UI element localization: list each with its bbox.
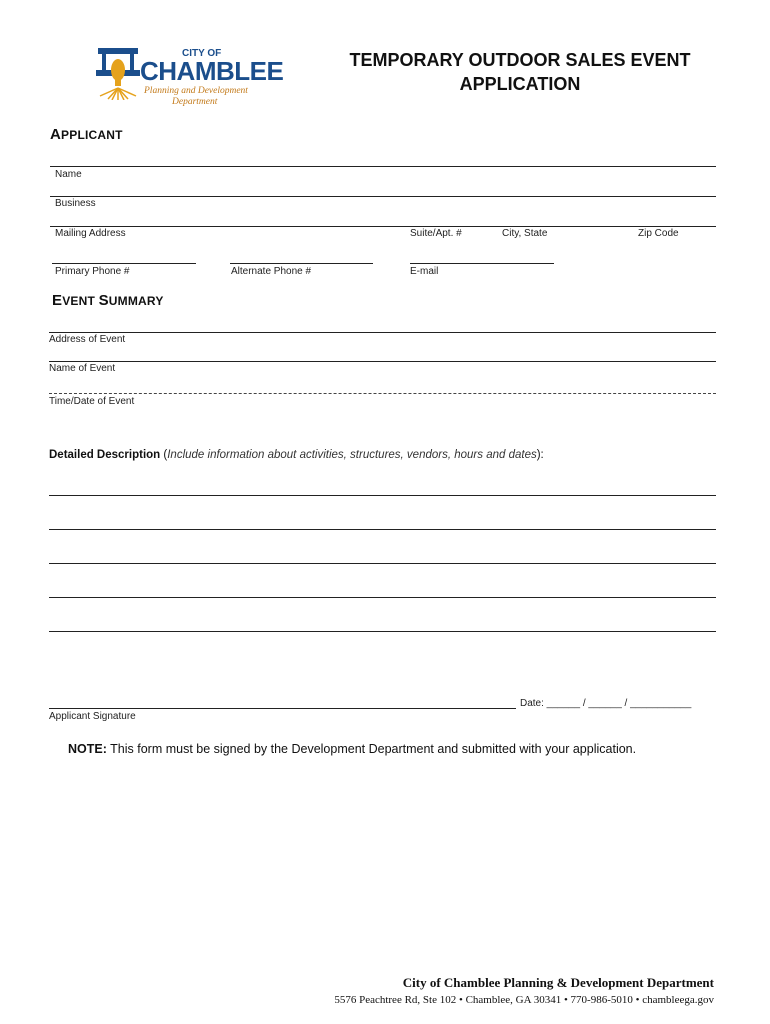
note-text: This form must be signed by the Development Department and submitted with your application. — [106, 742, 637, 756]
footer-department: City of Chamblee Planning & Development Department — [402, 975, 714, 990]
signature-label: Applicant Signature — [49, 711, 136, 722]
email-field[interactable] — [410, 263, 554, 264]
mailing-address-label: Mailing Address — [55, 228, 126, 239]
title-line-1: TEMPORARY OUTDOOR SALES EVENT — [349, 50, 691, 70]
page-title — [320, 48, 720, 96]
description-line-3[interactable] — [49, 563, 716, 564]
description-line-1[interactable] — [49, 495, 716, 496]
primary-phone-field[interactable] — [52, 263, 196, 264]
alternate-phone-label: Alternate Phone # — [231, 266, 312, 277]
zip-code-label: Zip Code — [638, 228, 679, 239]
chamblee-seal-icon — [96, 48, 140, 100]
logo-line1: Planning and Development — [144, 86, 248, 96]
event-address-label: Address of Event — [49, 334, 126, 345]
event-name-field[interactable] — [49, 361, 716, 362]
signature-field[interactable] — [49, 708, 516, 709]
mailing-address-field[interactable] — [50, 226, 716, 227]
note — [68, 742, 636, 756]
business-field[interactable] — [50, 196, 716, 197]
applicant-heading: APPLICANT — [50, 126, 123, 143]
event-address-field[interactable] — [49, 332, 716, 333]
logo-name: CHAMBLEE — [140, 56, 284, 86]
note-label: NOTE: — [68, 742, 107, 756]
description-title: Detailed Description — [49, 449, 161, 461]
name-field[interactable] — [50, 166, 716, 167]
description-hint: Include information about activities, structures, vendors, hours and dates — [167, 449, 537, 461]
business-label: Business — [55, 198, 96, 209]
event-time-date-label: Time/Date of Event — [49, 396, 135, 407]
event-time-date-field[interactable] — [49, 393, 716, 394]
description-label: Detailed Description (Include information about activities, structures, vendors, hours and dates): — [49, 449, 544, 461]
title-line-2: APPLICATION — [459, 74, 581, 94]
description-line-5[interactable] — [49, 631, 716, 632]
logo-city-of: CITY OF — [182, 48, 222, 59]
event-name-label: Name of Event — [49, 363, 116, 374]
description-line-2[interactable] — [49, 529, 716, 530]
event-summary-heading: EVENT SUMMARY — [52, 292, 164, 309]
city-state-label: City, State — [502, 228, 548, 239]
logo-line2: Department — [172, 97, 218, 107]
footer-contact: 5576 Peachtree Rd, Ste 102 • Chamblee, GA 30341 • 770-986-5010 • chambleega.gov — [334, 994, 714, 1006]
suite-label: Suite/Apt. # — [410, 228, 462, 239]
date-field[interactable]: Date: ______ / ______ / ___________ — [520, 698, 692, 709]
email-label: E-mail — [410, 266, 439, 277]
primary-phone-label: Primary Phone # — [55, 266, 130, 277]
city-logo — [96, 46, 284, 112]
alternate-phone-field[interactable] — [230, 263, 373, 264]
description-line-4[interactable] — [49, 597, 716, 598]
name-label: Name — [55, 169, 82, 180]
